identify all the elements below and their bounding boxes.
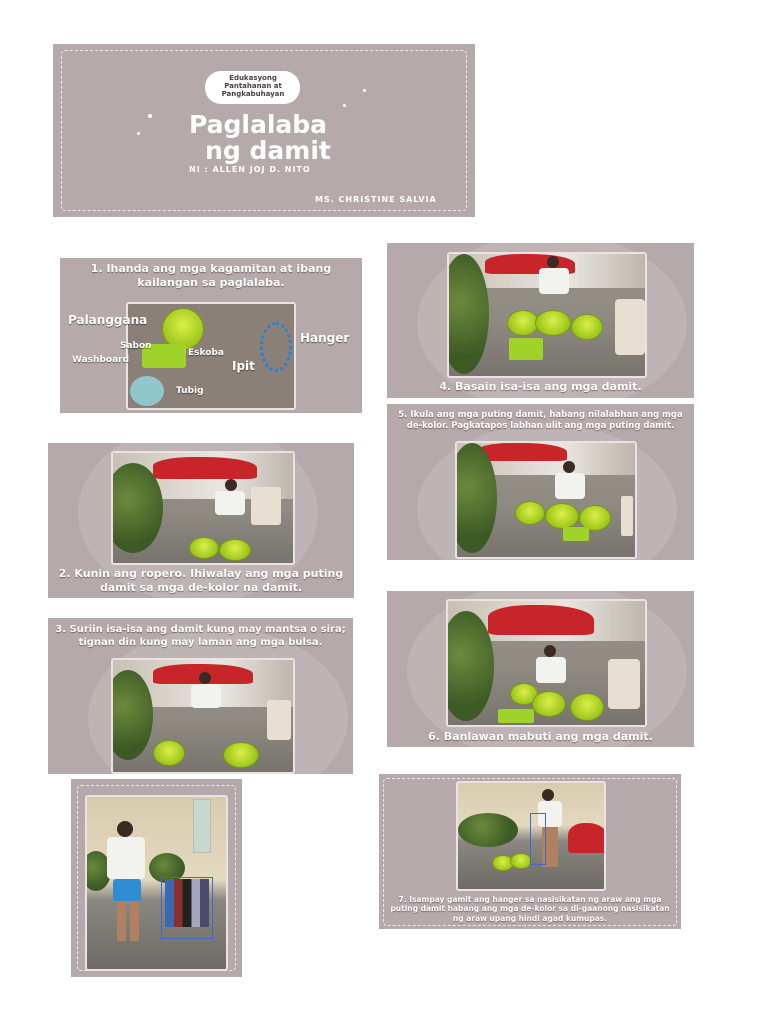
hanging-clothes (165, 879, 209, 927)
step-2-photo (111, 451, 295, 565)
subject-text: Edukasyong Pantahanan at Pangkabuhayan (221, 74, 285, 98)
title-card (53, 44, 475, 217)
boy-legs (117, 901, 139, 941)
hanger-ring (260, 322, 292, 372)
label-eskoba: Eskoba (188, 348, 224, 358)
boy-shirt (107, 837, 145, 879)
laundry-basket (615, 299, 645, 355)
washboard (563, 527, 589, 541)
sparkle-decor (343, 104, 346, 107)
step-3-card (48, 618, 353, 774)
final-photo (85, 795, 228, 971)
label-ipit: Ipit (232, 359, 255, 373)
step-2-card (48, 443, 354, 598)
washboard (498, 709, 534, 723)
label-washboard: Washboard (72, 355, 130, 365)
bucket (130, 376, 164, 406)
label-sabon: Sabon (120, 341, 152, 351)
step-4-caption: 4. Basain isa-isa ang mga damit. (439, 380, 642, 393)
laundry-basket (267, 700, 291, 740)
final-photo-card (71, 779, 242, 977)
clothes-rack (530, 813, 546, 865)
label-hanger: Hanger (300, 331, 350, 345)
sparkle-decor (363, 89, 366, 92)
red-car (488, 605, 594, 635)
plant (458, 813, 518, 847)
step-7-photo (456, 781, 606, 891)
laundry-basket (251, 487, 281, 525)
red-car (477, 443, 567, 461)
step-3-caption: 3. Suriin isa-isa ang damit kung may mantsa o sira; tignan din kung may laman ang mga bulsa. (55, 624, 346, 648)
step-7-card (379, 774, 681, 929)
step-1-caption: 1. Ihanda ang mga kagamitan at ibang kailangan sa paglalaba. (90, 262, 332, 289)
title-line-2: ng damit (205, 136, 331, 165)
step-5-photo (455, 441, 637, 559)
author-name: NI : ALLEN JOJ D. NITO (189, 165, 311, 174)
laundry-basket (621, 496, 633, 536)
title-line-1: Paglalaba (188, 110, 328, 139)
step-6-card (387, 591, 694, 747)
label-tubig: Tubig (176, 386, 204, 396)
teacher-name: MS. CHRISTINE SALVIA (315, 195, 437, 204)
step-5-caption: 5. Ikula ang mga puting damit, habang nilalabhan ang mga de-kolor. Pagkatapos labhan ulit ang mga puting damit. (398, 410, 683, 431)
label-palanggana: Palanggana (68, 313, 148, 327)
red-car (568, 823, 606, 853)
laundry-basket (608, 659, 640, 709)
boy-head (117, 821, 133, 837)
washboard (509, 338, 543, 360)
sparkle-decor (148, 114, 152, 118)
step-1-card (60, 258, 362, 413)
window (193, 799, 211, 853)
step-7-caption: 7. Isampay gamit ang hanger sa nasisikatan ng araw ang mga puting damit habang ang mga de-kolor sa di-gaanong nasisikatan ng araw upang hindi agad kumupas. (390, 895, 670, 923)
step-6-caption: 6. Banlawan mabuti ang mga damit. (428, 730, 653, 743)
step-5-card (387, 404, 694, 560)
red-car (153, 457, 257, 479)
boy-shorts (113, 879, 141, 901)
step-3-photo (111, 658, 295, 774)
step-4-card (387, 243, 694, 398)
sparkle-decor (137, 132, 140, 135)
step-2-caption: 2. Kunin ang ropero. Ihiwalay ang mga puting damit sa mga de-kolor na damit. (58, 567, 344, 594)
